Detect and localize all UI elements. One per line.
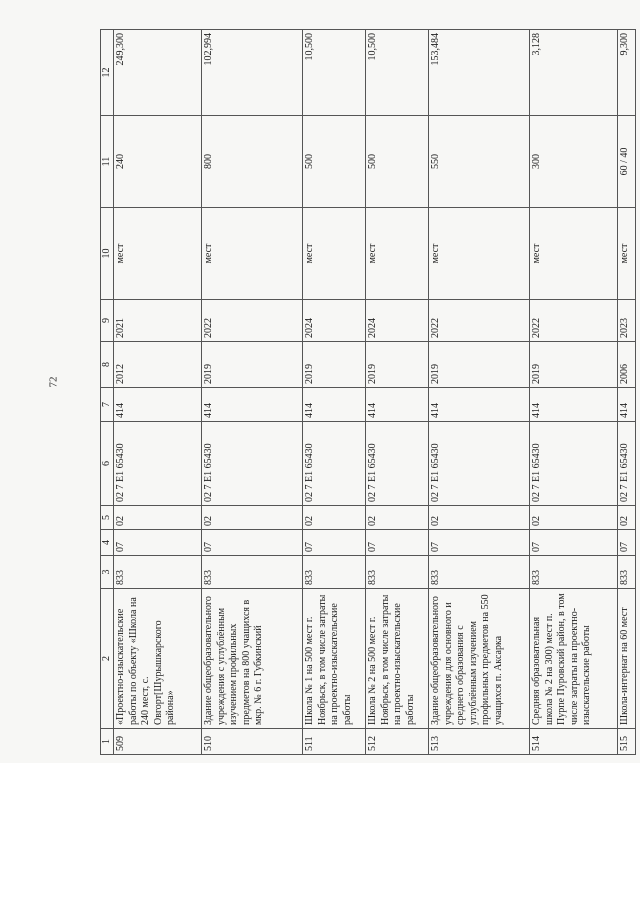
capacity-value: 500 bbox=[303, 116, 366, 208]
capacity-value: 800 bbox=[202, 116, 303, 208]
table-row bbox=[202, 30, 303, 755]
row-number: 514 bbox=[530, 729, 618, 755]
column-header: 11 bbox=[101, 116, 114, 208]
capacity-unit: мест bbox=[114, 208, 202, 300]
expense-type: 414 bbox=[303, 388, 366, 422]
start-year: 2019 bbox=[202, 342, 303, 388]
table-row bbox=[303, 30, 366, 755]
amount: 102,994 bbox=[202, 30, 303, 116]
target-article: 02 7 E1 65430 bbox=[202, 422, 303, 506]
table-row bbox=[618, 30, 636, 755]
column-header: 9 bbox=[101, 300, 114, 342]
expense-type: 414 bbox=[618, 388, 636, 422]
capacity-unit: мест bbox=[618, 208, 636, 300]
capacity-value: 500 bbox=[366, 116, 429, 208]
ministry-code: 833 bbox=[366, 556, 429, 589]
target-article: 02 7 E1 65430 bbox=[366, 422, 429, 506]
start-year: 2019 bbox=[429, 342, 530, 388]
object-name: Школа-интернат на 60 мест bbox=[618, 589, 636, 729]
section-code: 07 bbox=[114, 530, 202, 556]
capacity-unit: мест bbox=[530, 208, 618, 300]
ministry-code: 833 bbox=[202, 556, 303, 589]
column-header: 8 bbox=[101, 342, 114, 388]
subsection-code: 02 bbox=[530, 506, 618, 530]
expense-type: 414 bbox=[202, 388, 303, 422]
object-name: Школа № 1 на 500 мест г. Ноябрьск, в том числе затраты на проектно-изыскательские работы bbox=[303, 589, 366, 729]
subsection-code: 02 bbox=[618, 506, 636, 530]
end-year: 2022 bbox=[202, 300, 303, 342]
capacity-value: 300 bbox=[530, 116, 618, 208]
capacity-value: 60 / 40 bbox=[618, 116, 636, 208]
column-header: 6 bbox=[101, 422, 114, 506]
section-code: 07 bbox=[530, 530, 618, 556]
subsection-code: 02 bbox=[114, 506, 202, 530]
target-article: 02 7 E1 65430 bbox=[114, 422, 202, 506]
end-year: 2023 bbox=[618, 300, 636, 342]
column-header: 2 bbox=[101, 589, 114, 729]
row-number: 512 bbox=[366, 729, 429, 755]
object-name: Средняя образовательная школа № 2 на 300) мест п. Пурпе Пуровский район, в том числе затраты на проектно-изыскательские работы bbox=[530, 589, 618, 729]
row-number: 515 bbox=[618, 729, 636, 755]
end-year: 2022 bbox=[429, 300, 530, 342]
column-header: 10 bbox=[101, 208, 114, 300]
start-year: 2019 bbox=[366, 342, 429, 388]
section-code: 07 bbox=[366, 530, 429, 556]
amount: 153,484 bbox=[429, 30, 530, 116]
amount: 3,128 bbox=[530, 30, 618, 116]
column-header: 12 bbox=[101, 30, 114, 116]
amount: 10,500 bbox=[303, 30, 366, 116]
rotated-table-container bbox=[100, 30, 640, 755]
column-number-row bbox=[101, 30, 114, 755]
column-header: 3 bbox=[101, 556, 114, 589]
end-year: 2024 bbox=[303, 300, 366, 342]
ministry-code: 833 bbox=[618, 556, 636, 589]
row-number: 513 bbox=[429, 729, 530, 755]
target-article: 02 7 E1 65430 bbox=[303, 422, 366, 506]
expense-type: 414 bbox=[429, 388, 530, 422]
page-number: 72 bbox=[47, 376, 60, 388]
amount: 10,500 bbox=[366, 30, 429, 116]
column-header: 4 bbox=[101, 530, 114, 556]
amount: 249,300 bbox=[114, 30, 202, 116]
capacity-value: 240 bbox=[114, 116, 202, 208]
row-number: 509 bbox=[114, 729, 202, 755]
expense-type: 414 bbox=[114, 388, 202, 422]
table-row bbox=[366, 30, 429, 755]
start-year: 2019 bbox=[530, 342, 618, 388]
start-year: 2006 bbox=[618, 342, 636, 388]
column-header: 5 bbox=[101, 506, 114, 530]
start-year: 2019 bbox=[303, 342, 366, 388]
expense-type: 414 bbox=[366, 388, 429, 422]
expense-type: 414 bbox=[530, 388, 618, 422]
capacity-unit: мест bbox=[366, 208, 429, 300]
ministry-code: 833 bbox=[303, 556, 366, 589]
target-article: 02 7 E1 65430 bbox=[618, 422, 636, 506]
ministry-code: 833 bbox=[114, 556, 202, 589]
subsection-code: 02 bbox=[202, 506, 303, 530]
section-code: 07 bbox=[202, 530, 303, 556]
target-article: 02 7 E1 65430 bbox=[530, 422, 618, 506]
table-row bbox=[530, 30, 618, 755]
row-number: 510 bbox=[202, 729, 303, 755]
column-header: 1 bbox=[101, 729, 114, 755]
section-code: 07 bbox=[303, 530, 366, 556]
subsection-code: 02 bbox=[366, 506, 429, 530]
table-row bbox=[429, 30, 530, 755]
table-row bbox=[114, 30, 202, 755]
object-name: Здание общеобразовательного учреждения для основного и среднего образования с углублённым изучением профильных предметов на 550 учащихся п. Аксарка bbox=[429, 589, 530, 729]
amount: 9,300 bbox=[618, 30, 636, 116]
end-year: 2021 bbox=[114, 300, 202, 342]
subsection-code: 02 bbox=[429, 506, 530, 530]
capacity-unit: мест bbox=[429, 208, 530, 300]
target-article: 02 7 E1 65430 bbox=[429, 422, 530, 506]
section-code: 07 bbox=[429, 530, 530, 556]
capacity-unit: мест bbox=[303, 208, 366, 300]
end-year: 2022 bbox=[530, 300, 618, 342]
section-code: 07 bbox=[618, 530, 636, 556]
row-number: 511 bbox=[303, 729, 366, 755]
ministry-code: 833 bbox=[429, 556, 530, 589]
ministry-code: 833 bbox=[530, 556, 618, 589]
object-name: Здание общеобразовательного учреждения с углублённым изучением профильных предметов на 800 учащихся в мкр. № 6 г. Губкинский bbox=[202, 589, 303, 729]
object-name: Школа № 2 на 500 мест г. Ноябрьск, в том числе затраты на проектно-изыскательские работы bbox=[366, 589, 429, 729]
subsection-code: 02 bbox=[303, 506, 366, 530]
capacity-value: 550 bbox=[429, 116, 530, 208]
end-year: 2024 bbox=[366, 300, 429, 342]
capacity-unit: мест bbox=[202, 208, 303, 300]
column-header: 7 bbox=[101, 388, 114, 422]
budget-table bbox=[100, 29, 636, 755]
object-name: «Проектно-изыскательские работы по объекту «Школа на 240 мест, с. Овгорт[Шурышкарского района» bbox=[114, 589, 202, 729]
start-year: 2012 bbox=[114, 342, 202, 388]
